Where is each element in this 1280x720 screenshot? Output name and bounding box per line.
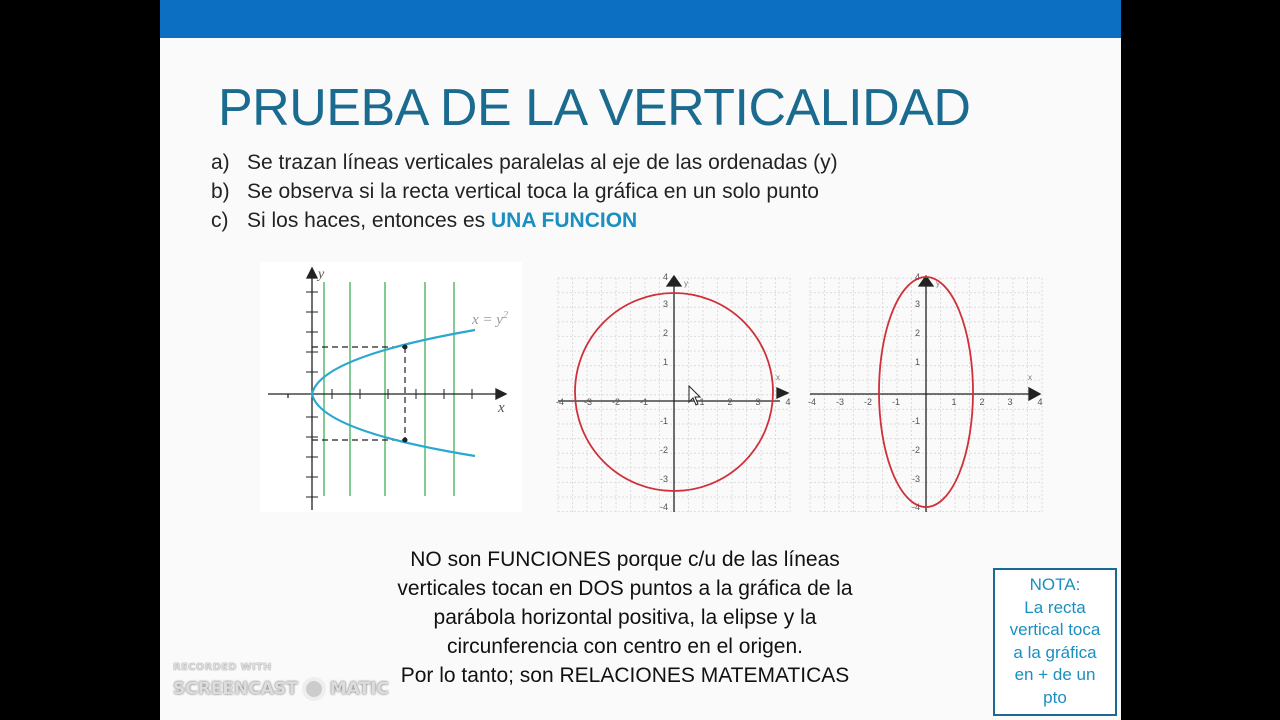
note-line: en + de un (1014, 665, 1096, 685)
bullet-text: Si los haces, entonces es (247, 209, 491, 232)
bullet-text: Se observa si la recta vertical toca la gráfica en un solo punto (247, 180, 819, 203)
explanation-line: Por lo tanto; son RELACIONES MATEMATICAS (400, 664, 850, 687)
circle-graph (552, 268, 797, 516)
slide-title: PRUEBA DE LA VERTICALIDAD (218, 79, 971, 137)
svg-text:3: 3 (1007, 397, 1013, 407)
svg-text:1: 1 (914, 357, 920, 367)
svg-text:-2: -2 (659, 445, 668, 455)
svg-text:1: 1 (699, 397, 705, 407)
top-accent-bar (160, 0, 1121, 38)
y-tick-labels (912, 272, 920, 512)
svg-text:3: 3 (662, 299, 668, 309)
screencast-watermark (173, 662, 389, 701)
svg-text:1: 1 (662, 357, 668, 367)
bullet-letter: b) (211, 180, 230, 203)
svg-text:-1: -1 (911, 416, 920, 426)
parabola-graph (260, 262, 530, 512)
svg-text:-3: -3 (583, 397, 593, 407)
y-axis-label: y (318, 267, 325, 282)
svg-text:-4: -4 (659, 502, 668, 512)
note-line: vertical toca (1009, 620, 1101, 640)
svg-text:-4: -4 (555, 397, 565, 407)
svg-text:2: 2 (914, 328, 920, 338)
svg-text:-1: -1 (891, 397, 901, 407)
explanation-line: NO son FUNCIONES porque c/u de las líneas (410, 548, 840, 571)
svg-text:4: 4 (1037, 397, 1043, 407)
svg-text:-3: -3 (911, 474, 920, 484)
explanation-line: circunferencia con centro en el origen. (446, 635, 804, 658)
x-tick-labels (556, 397, 791, 407)
note-box (993, 568, 1117, 716)
svg-text:-1: -1 (639, 397, 649, 407)
watermark-brand (173, 677, 389, 701)
circle-axes (555, 276, 791, 512)
y-tick-labels (660, 272, 668, 512)
ellipse-graph (804, 268, 1049, 516)
svg-text:-2: -2 (911, 445, 920, 455)
watermark-recorded-label: RECORDED WITH (173, 662, 272, 673)
explanation-text (355, 545, 895, 690)
note-line: pto (1043, 687, 1067, 707)
svg-text:-2: -2 (611, 397, 621, 407)
record-icon (302, 677, 326, 701)
explanation-line: verticales tocan en DOS puntos a la gráfica de la (397, 577, 853, 600)
slide (160, 0, 1121, 720)
una-funcion-highlight: UNA FUNCION (490, 209, 638, 232)
watermark-brand-right: MATIC (329, 679, 389, 699)
svg-text:4: 4 (914, 272, 920, 282)
explanation-line: parábola horizontal positiva, la elipse y la (433, 606, 817, 629)
svg-text:4: 4 (785, 397, 791, 407)
y-axis-label: y (936, 279, 940, 288)
svg-text:3: 3 (755, 397, 761, 407)
svg-text:-4: -4 (807, 397, 817, 407)
equation-label: $x = y^2$ (472, 310, 508, 328)
mouse-cursor-icon (688, 385, 704, 407)
ellipse-axes (807, 276, 1043, 512)
bullet-letter: c) (211, 209, 229, 232)
svg-text:-3: -3 (659, 474, 668, 484)
intersection-point (403, 438, 408, 443)
svg-text:2: 2 (662, 328, 668, 338)
svg-text:2: 2 (979, 397, 985, 407)
x-tick-labels (808, 397, 1043, 407)
x-axis-label: x (498, 400, 505, 416)
bullet-letter: a) (211, 151, 230, 174)
intersection-point (403, 345, 408, 350)
x-axis-label: x (1028, 373, 1032, 382)
bullet-b (211, 180, 819, 204)
svg-text:-1: -1 (659, 416, 668, 426)
bullet-c (211, 209, 637, 233)
svg-text:-2: -2 (863, 397, 873, 407)
x-axis-label: x (776, 373, 780, 382)
bullet-text: Se trazan líneas verticales paralelas al eje de las ordenadas (y) (247, 151, 838, 174)
note-line: NOTA: (1029, 575, 1081, 594)
watermark-brand-left: SCREENCAST (173, 679, 298, 699)
note-line: a la gráfica (1013, 642, 1097, 662)
svg-text:3: 3 (914, 299, 920, 309)
y-axis-label: y (684, 279, 688, 288)
svg-text:2: 2 (727, 397, 733, 407)
note-line: La recta (1024, 597, 1086, 617)
svg-text:1: 1 (951, 397, 957, 407)
bullet-a (211, 151, 838, 175)
svg-text:-4: -4 (911, 502, 920, 512)
svg-text:4: 4 (662, 272, 668, 282)
svg-text:-3: -3 (835, 397, 845, 407)
